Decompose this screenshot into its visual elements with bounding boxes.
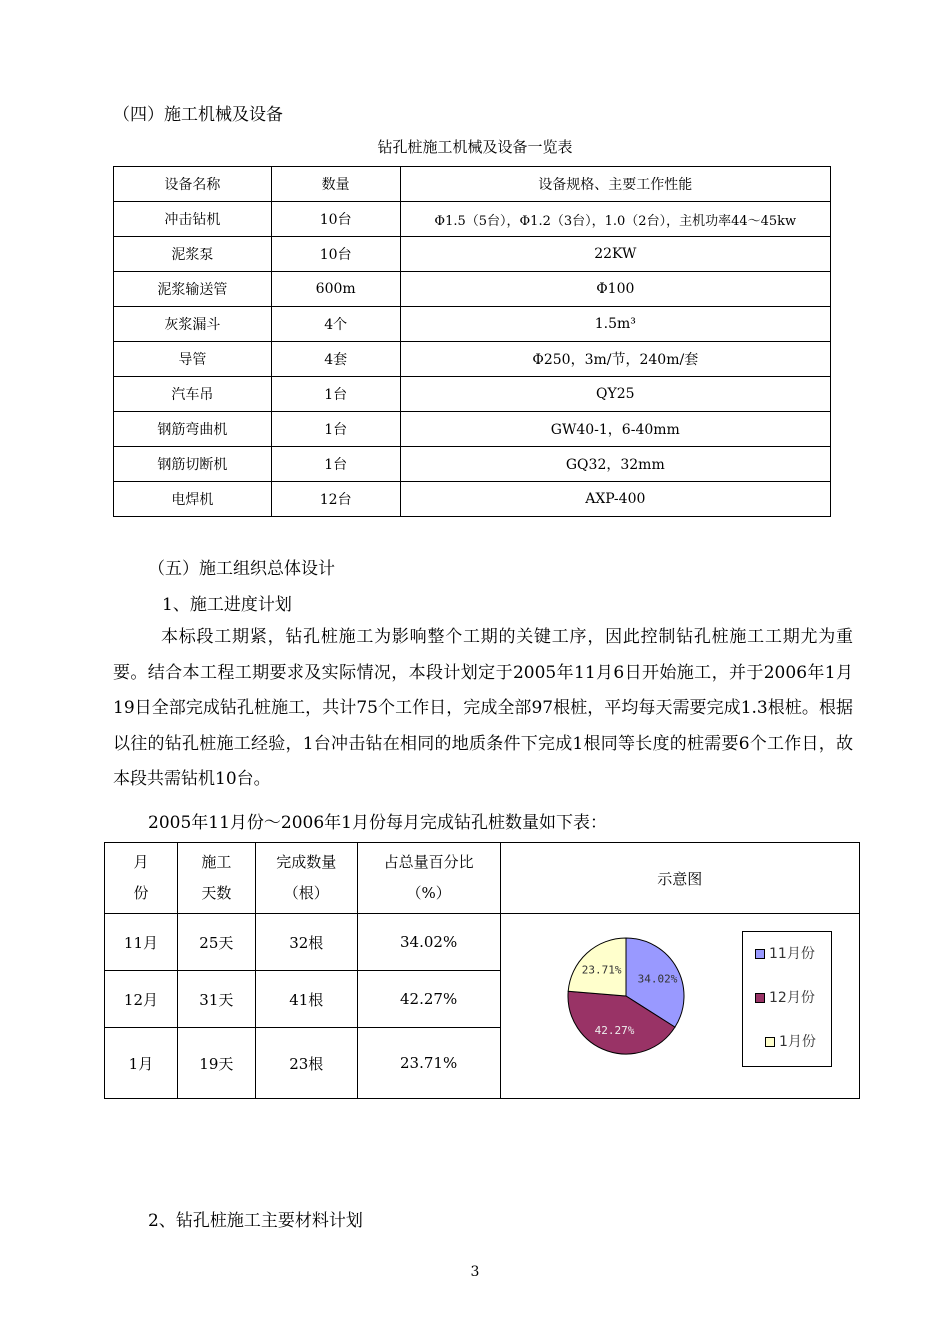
header-cell: 设备名称 <box>114 167 272 202</box>
days-cell: 25天 <box>177 914 255 971</box>
equipment-name: 冲击钻机 <box>114 202 272 237</box>
pie-chart <box>560 935 690 1061</box>
chart-legend <box>742 931 832 1067</box>
equipment-table-caption: 钻孔桩施工机械及设备一览表 <box>377 138 573 156</box>
month-cell: 1月 <box>105 1028 178 1099</box>
equipment-name: 灰浆漏斗 <box>114 307 272 342</box>
header-cell: 设备规格、主要工作性能 <box>400 167 830 202</box>
percent-cell: 42.27% <box>357 971 500 1028</box>
pie-data-label: 23.71% <box>581 963 622 977</box>
legend-swatch <box>755 949 765 959</box>
table-row <box>114 307 831 342</box>
legend-item <box>755 987 815 1007</box>
legend-swatch <box>765 1037 775 1047</box>
equipment-qty: 10台 <box>271 237 400 272</box>
section-4-title: （四）施工机械及设备 <box>113 105 283 125</box>
equipment-spec: Φ1.5（5台），Φ1.2（3台），1.0（2台），主机功率44～45kw <box>400 202 830 237</box>
equipment-qty: 10台 <box>271 202 400 237</box>
header-line: 天数 <box>201 884 232 902</box>
equipment-qty: 12台 <box>271 482 400 517</box>
table-row <box>114 342 831 377</box>
header-line: 份 <box>133 884 149 902</box>
equipment-qty: 4个 <box>271 307 400 342</box>
table-row <box>114 447 831 482</box>
equipment-name: 导管 <box>114 342 272 377</box>
table-row <box>114 237 831 272</box>
equipment-name: 泥浆输送管 <box>114 272 272 307</box>
legend-label: 12月份 <box>769 990 815 1006</box>
equipment-name: 电焊机 <box>114 482 272 517</box>
equipment-spec: Φ250，3m/节，240m/套 <box>400 342 830 377</box>
equipment-name: 汽车吊 <box>114 377 272 412</box>
legend-label: 1月份 <box>779 1034 816 1050</box>
equipment-qty: 1台 <box>271 447 400 482</box>
table-row <box>114 202 831 237</box>
schedule-paragraph: 本标段工期紧，钻孔桩施工为影响整个工期的关键工序，因此控制钻孔桩施工工期尤为重要。结合本工程工期要求及实际情况，本段计划定于2005年11月6日开始施工，并于2006年1月19日全部完成钻孔桩施工，共计75个工作日，完成全部97根桩，平均每天需要完成1.3根桩。根据以往的钻孔桩施工经验，1台冲击钻在相同的地质条件下完成1根同等长度的桩需要6个工作日，故本段共需钻机10台。 <box>113 627 853 789</box>
equipment-spec: 22KW <box>400 237 830 272</box>
monthly-table-header <box>105 843 860 914</box>
legend-item <box>765 1031 816 1051</box>
page-number: 3 <box>470 1264 480 1280</box>
section-5-1-title: 1、施工进度计划 <box>162 595 292 615</box>
table-row <box>114 482 831 517</box>
equipment-spec: Φ100 <box>400 272 830 307</box>
header-line: （根） <box>283 884 329 902</box>
section-5-title: （五）施工组织总体设计 <box>148 559 335 579</box>
section-5-2-title: 2、钻孔桩施工主要材料计划 <box>148 1211 363 1231</box>
equipment-qty: 1台 <box>271 377 400 412</box>
header-line: 施工 <box>201 853 232 871</box>
month-cell: 11月 <box>105 914 178 971</box>
header-line: （%） <box>406 884 451 902</box>
legend-item <box>755 943 815 963</box>
legend-label: 11月份 <box>769 946 815 962</box>
header-cell <box>105 843 178 914</box>
days-cell: 19天 <box>177 1028 255 1099</box>
legend-swatch <box>755 993 765 1003</box>
count-cell: 32根 <box>255 914 357 971</box>
equipment-spec: GQ32，32mm <box>400 447 830 482</box>
equipment-qty: 600m <box>271 272 400 307</box>
equipment-name: 钢筋切断机 <box>114 447 272 482</box>
header-line: 占总量百分比 <box>383 853 474 871</box>
pie-data-label: 42.27% <box>594 1024 635 1038</box>
equipment-name: 泥浆泵 <box>114 237 272 272</box>
pie-data-label: 34.02% <box>637 972 678 986</box>
header-cell: 数量 <box>271 167 400 202</box>
table-row <box>114 377 831 412</box>
header-cell <box>357 843 500 914</box>
equipment-name: 钢筋弯曲机 <box>114 412 272 447</box>
equipment-spec: 1.5m³ <box>400 307 830 342</box>
count-cell: 23根 <box>255 1028 357 1099</box>
equipment-table <box>113 166 831 517</box>
monthly-table-intro: 2005年11月份～2006年1月份每月完成钻孔桩数量如下表： <box>148 813 607 833</box>
equipment-qty: 1台 <box>271 412 400 447</box>
header-cell: 示意图 <box>500 843 859 914</box>
month-cell: 12月 <box>105 971 178 1028</box>
table-row <box>114 272 831 307</box>
equipment-spec: QY25 <box>400 377 830 412</box>
equipment-spec: AXP-400 <box>400 482 830 517</box>
count-cell: 41根 <box>255 971 357 1028</box>
header-line: 月 <box>133 853 149 871</box>
equipment-qty: 4套 <box>271 342 400 377</box>
header-cell <box>177 843 255 914</box>
percent-cell: 23.71% <box>357 1028 500 1099</box>
equipment-table-header <box>114 167 831 202</box>
days-cell: 31天 <box>177 971 255 1028</box>
percent-cell: 34.02% <box>357 914 500 971</box>
header-cell <box>255 843 357 914</box>
header-line: 完成数量 <box>276 853 337 871</box>
table-row <box>114 412 831 447</box>
equipment-spec: GW40-1，6-40mm <box>400 412 830 447</box>
